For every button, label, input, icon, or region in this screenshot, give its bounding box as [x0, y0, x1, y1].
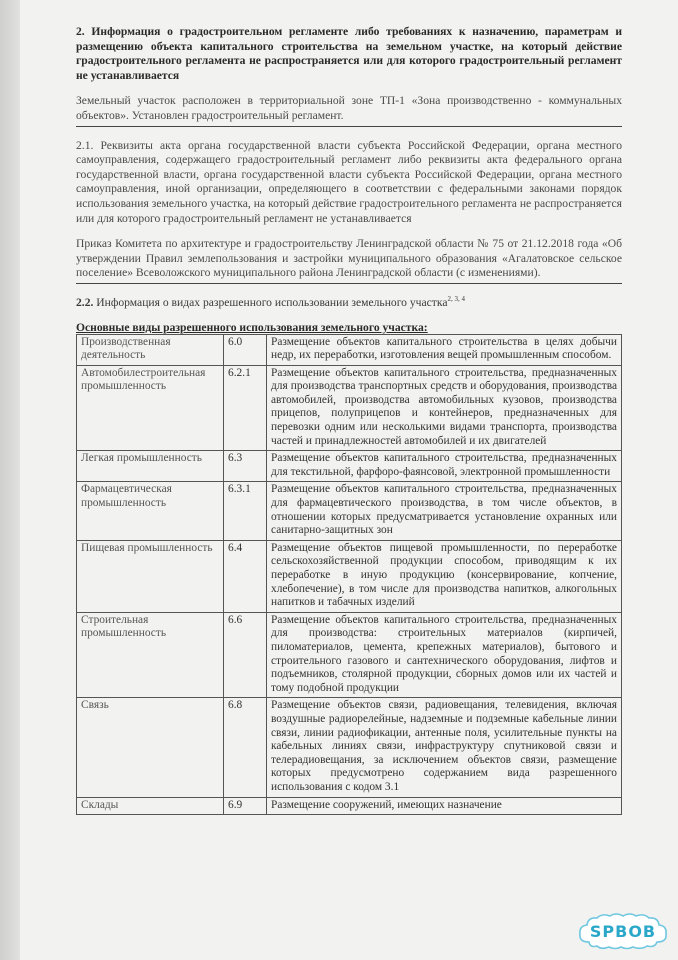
section-2-1-body-block [76, 237, 622, 284]
use-name-cell: Пищевая промышленность [77, 540, 224, 612]
table-title: Основные виды разрешенного использования земельного участка: [76, 320, 428, 334]
use-code-cell: 6.6 [224, 612, 267, 698]
table-row [77, 365, 622, 451]
table-row [77, 451, 622, 482]
use-description-cell: Размещение объектов капитального строительства, предназначенных для фармацевтического производства, в том числе объектов, в отношении которых предусматривается установление охранных или санитарно-защитных зон [267, 482, 622, 540]
table-row [77, 334, 622, 365]
use-name-cell: Склады [77, 797, 224, 815]
use-description-cell: Размещение сооружений, имеющих назначение [267, 797, 622, 815]
use-code-cell: 6.2.1 [224, 365, 267, 451]
section-2-1-heading [76, 139, 622, 227]
use-name-cell: Строительная промышленность [77, 612, 224, 698]
permitted-uses-table [76, 334, 622, 816]
table-row [77, 698, 622, 797]
use-description-cell: Размещение объектов капитального строительства, предназначенных для текстильной, фарфоро-фаянсовой, электронной промышленности [267, 451, 622, 482]
section-2-2-heading [76, 296, 622, 311]
use-description-cell: Размещение объектов пищевой промышленности, по переработке сельскохозяйственной продукции способом, приводящим к их переработке в иную продукцию (консервирование, копчение, хлебопечение), в том числе для производства напитков, алкогольных напитков и табачных изделий [267, 540, 622, 612]
use-code-cell: 6.9 [224, 797, 267, 815]
use-description-cell: Размещение объектов капитального строительства в целях добычи недр, их переработки, изготовления вещей промышленным способом. [267, 334, 622, 365]
use-code-cell: 6.4 [224, 540, 267, 612]
section-2-body-block [76, 94, 622, 126]
use-description-cell: Размещение объектов капитального строительства, предназначенных для производства транспортных средств и оборудования, производства автомобилей, производства автомобильных кузовов, производства прицепов, полуприцепов и контейнеров, предназначенных для перевозки одним или несколькими видами транспорта, производства частей и принадлежностей автомобилей и их двигателей [267, 365, 622, 451]
use-name-cell: Производственная деятельность [77, 334, 224, 365]
section-2-1-body: Приказ Комитета по архитектуре и градостроительству Ленинградской области № 75 от 21.12.2018 года «Об утверждении Правил землепользования и застройки муниципального образования «Агалатовское сельское поселение» Всеволожского муниципального района Ленинградской области (с изменениями). [76, 237, 622, 280]
table-row [77, 540, 622, 612]
table-row [77, 482, 622, 540]
use-description-cell: Размещение объектов капитального строительства, предназначенных для производства: строительных материалов (кирпичей, пиломатериалов, цемента, крепежных материалов), бытового и строительного газового и сантехнического оборудования, лифтов и подъемников, столярной продукции, сборных домов или их частей и тому подобной продукции [267, 612, 622, 698]
table-row [77, 612, 622, 698]
watermark-text: SPBOB [589, 921, 657, 941]
use-name-cell: Связь [77, 698, 224, 797]
page-left-edge [0, 0, 20, 960]
use-name-cell: Легкая промышленность [77, 451, 224, 482]
use-code-cell: 6.3 [224, 451, 267, 482]
section-2-1-number: 2.1. [76, 138, 94, 152]
use-code-cell: 6.0 [224, 334, 267, 365]
use-description-cell: Размещение объектов связи, радиовещания, телевидения, включая воздушные радиорелейные, надземные и подземные кабельные линии связи, линии радиофикации, антенные поля, усилительные пункты на кабельных линиях связи, инфраструктуру спутниковой связи и телерадиовещания, за исключением объектов связи, размещение которых предусмотрено содержанием вида разрешенного использования с кодом 3.1 [267, 698, 622, 797]
use-code-cell: 6.3.1 [224, 482, 267, 540]
use-name-cell: Автомобилестроительная промышленность [77, 365, 224, 451]
section-2-1-heading-text: Реквизиты акта органа государственной власти субъекта Российской Федерации, органа местного самоуправления, содержащего градостроительный регламент либо реквизиты акта федерального органа государственной власти, органа государственной власти субъекта Российской Федерации, органа местного самоуправления, иной организации, определяющего в соответствии с федеральными законами порядок использования земельного участка, на который действие градостроительного регламента не распространяется или для которого градостроительный регламент не устанавливается [76, 138, 622, 225]
document-content [76, 25, 622, 815]
section-2-body: Земельный участок расположен в территориальной зоне ТП-1 «Зона производственно - коммунальных объектов». Установлен градостроительный регламент. [76, 94, 622, 122]
section-2-2-number: 2.2. [76, 295, 94, 309]
use-name-cell: Фармацевтическая промышленность [77, 482, 224, 540]
section-2-2-heading-text: Информация о видах разрешенного использовании земельного участка [96, 295, 448, 309]
footnote-refs: 2, 3, 4 [447, 295, 465, 304]
watermark-logo [575, 912, 671, 950]
use-code-cell: 6.8 [224, 698, 267, 797]
section-2-heading: 2. Информация о градостроительном регламенте либо требованиях к назначению, параметрам и размещению объекта капитального строительства на земельном участке, на который действие градостроительного регламента не распространяется или для которого градостроительный регламент не устанавливается [76, 25, 622, 82]
table-row [77, 797, 622, 815]
